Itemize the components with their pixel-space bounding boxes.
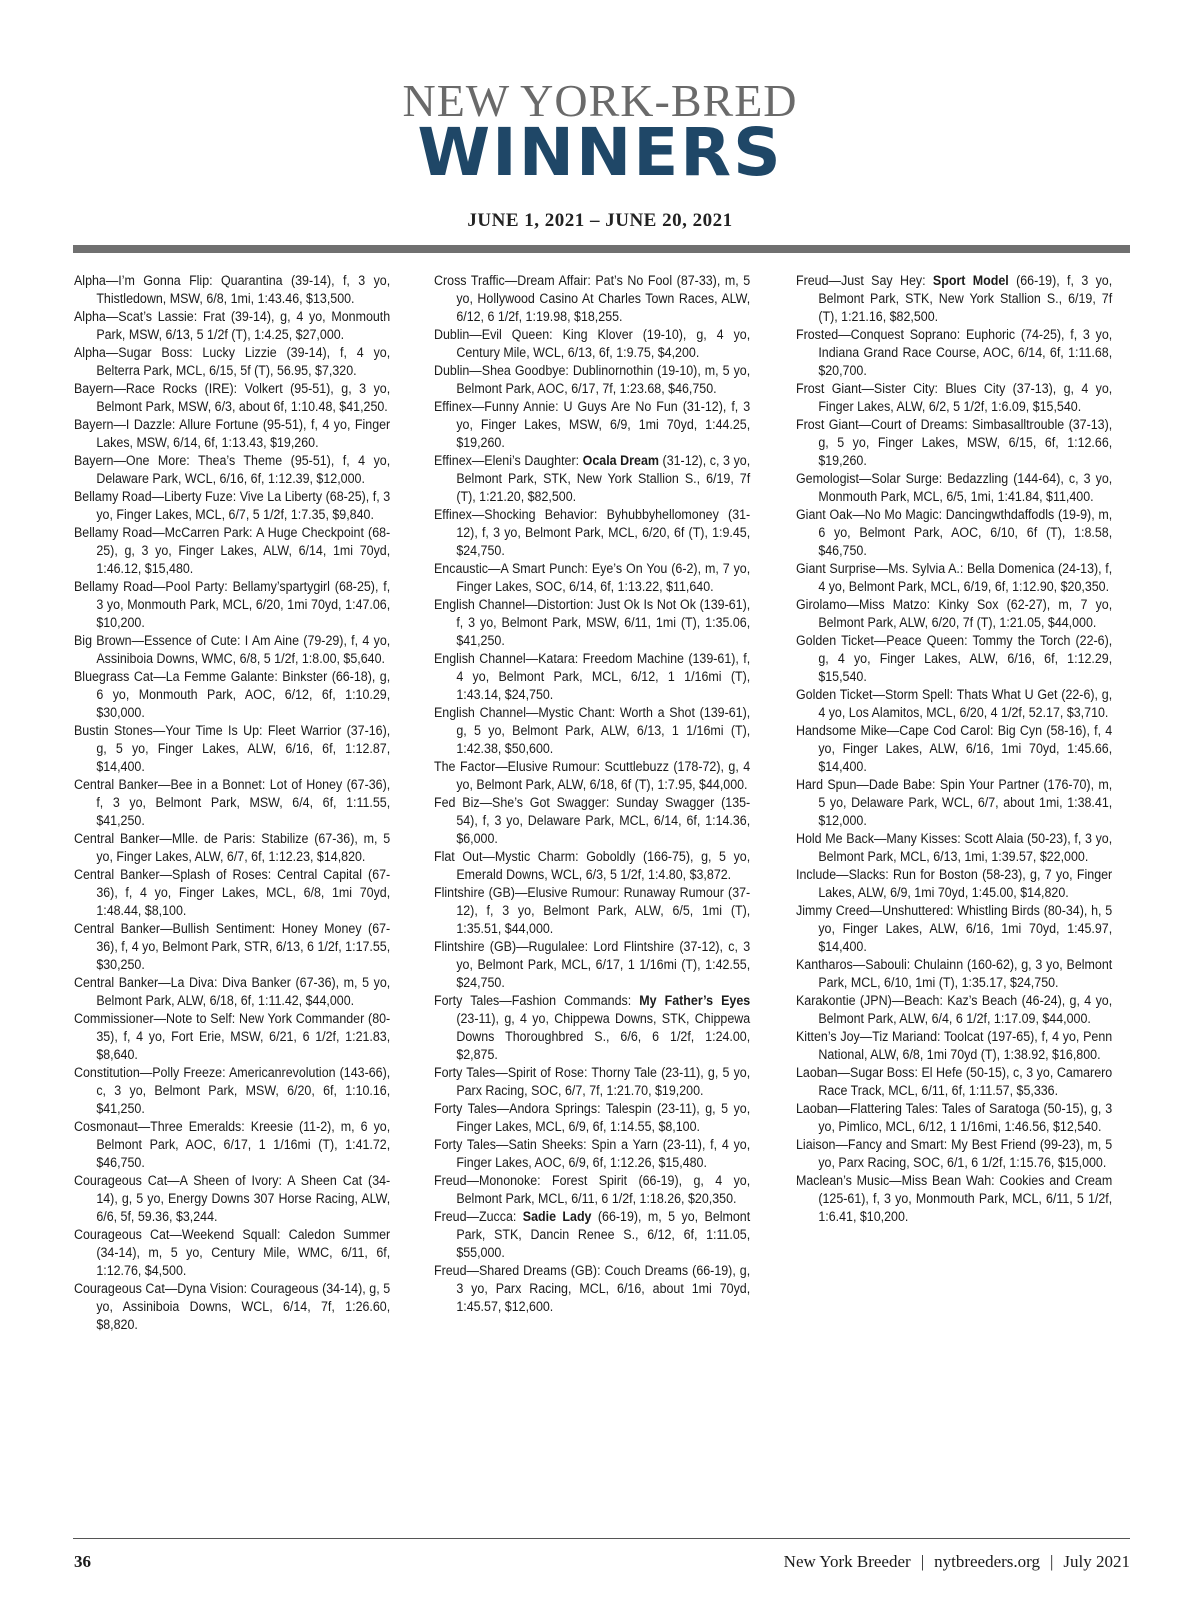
winner-entry: Laoban—Flattering Tales: Tales of Saratoga (50-15), g, 3 yo, Pimlico, MCL, 6/12, 1 1/16mi, 1:46.56, $12,540. bbox=[796, 1101, 1113, 1134]
entry-text: Freud—Just Say Hey: bbox=[796, 273, 933, 288]
winner-entry: Hold Me Back—Many Kisses: Scott Alaia (50-23), f, 3 yo, Belmont Park, MCL, 6/13, 1mi, 1:39.57, $22,000. bbox=[796, 831, 1113, 864]
winner-entry: Flintshire (GB)—Rugulalee: Lord Flintshire (37-12), c, 3 yo, Belmont Park, MCL, 6/17, 1 1/16mi (T), 1:42.55, $24,750. bbox=[434, 939, 751, 990]
winner-entry: Bayern—I Dazzle: Allure Fortune (95-51), f, 4 yo, Finger Lakes, MSW, 6/14, 6f, 1:13.43, $19,260. bbox=[74, 417, 391, 450]
winner-entry: Laoban—Sugar Boss: El Hefe (50-15), c, 3 yo, Camarero Race Track, MCL, 6/11, 6f, 1:11.57, $5,336. bbox=[796, 1065, 1113, 1098]
winner-entry: English Channel—Katara: Freedom Machine (139-61), f, 4 yo, Belmont Park, MCL, 6/12, 1 1/16mi (T), 1:43.14, $24,750. bbox=[434, 651, 751, 702]
winner-entry: Central Banker—Bullish Sentiment: Honey Money (67-36), f, 4 yo, Belmont Park, STR, 6/13, 6 1/2f, 1:17.55, $30,250. bbox=[74, 921, 391, 972]
winner-entry: Bellamy Road—McCarren Park: A Huge Checkpoint (68-25), g, 3 yo, Finger Lakes, ALW, 6/14, 1mi 70yd, 1:46.12, $15,480. bbox=[74, 525, 391, 576]
website-link[interactable]: nytbreeders.org bbox=[934, 1552, 1040, 1571]
winner-entry: Golden Ticket—Peace Queen: Tommy the Torch (22-6), g, 4 yo, Finger Lakes, ALW, 6/16, 6f, 1:12.29, $15,540. bbox=[796, 633, 1113, 684]
winner-entry: Constitution—Polly Freeze: Americanrevolution (143-66), c, 3 yo, Belmont Park, MSW, 6/20, 6f, 1:10.16, $41,250. bbox=[74, 1065, 391, 1116]
winner-entry: Central Banker—Bee in a Bonnet: Lot of Honey (67-36), f, 3 yo, Belmont Park, MSW, 6/4, 6f, 1:11.55, $41,250. bbox=[74, 777, 391, 828]
winner-entry: Golden Ticket—Storm Spell: Thats What U Get (22-6), g, 4 yo, Los Alamitos, MCL, 6/20, 4 1/2f, 52.17, $3,710. bbox=[796, 687, 1113, 720]
winner-entry: English Channel—Distortion: Just Ok Is Not Ok (139-61), f, 3 yo, Belmont Park, MSW, 6/11, 1mi (T), 1:35.06, $41,250. bbox=[434, 597, 751, 648]
entry-text: (31-12), c, 3 yo, Belmont Park, STK, New York Stallion S., 6/19, 7f (T), 1:21.20, $82,500. bbox=[456, 453, 751, 504]
winner-entry: Flat Out—Mystic Charm: Goboldly (166-75), g, 5 yo, Emerald Downs, WCL, 6/3, 5 1/2f, 1:4.80, $3,872. bbox=[434, 849, 751, 882]
winner-entry: Bustin Stones—Your Time Is Up: Fleet Warrior (37-16), g, 5 yo, Finger Lakes, ALW, 6/16, 6f, 1:12.87, $14,400. bbox=[74, 723, 391, 774]
winner-entry: Alpha—I’m Gonna Flip: Quarantina (39-14), f, 3 yo, Thistledown, MSW, 6/8, 1mi, 1:43.46, $13,500. bbox=[74, 273, 391, 306]
winner-entry: Commissioner—Note to Self: New York Commander (80-35), f, 4 yo, Fort Erie, MSW, 6/21, 6 1/2f, 1:21.83, $8,640. bbox=[74, 1011, 391, 1062]
winner-entry: Forty Tales—Satin Sheeks: Spin a Yarn (23-11), f, 4 yo, Finger Lakes, AOC, 6/9, 6f, 1:12.26, $15,480. bbox=[434, 1137, 751, 1170]
winner-entry: Effinex—Shocking Behavior: Byhubbyhellomoney (31-12), f, 3 yo, Belmont Park, MCL, 6/20, 6f (T), 1:9.45, $24,750. bbox=[434, 507, 751, 558]
winner-entry: Freud—Shared Dreams (GB): Couch Dreams (66-19), g, 3 yo, Parx Racing, MCL, 6/16, about 1mi 70yd, 1:45.57, $12,600. bbox=[434, 1263, 751, 1314]
issue-date: July 2021 bbox=[1063, 1552, 1130, 1571]
winner-entry bbox=[434, 1208, 750, 1262]
winner-entry bbox=[796, 272, 1112, 326]
publication-name: New York Breeder bbox=[783, 1552, 911, 1571]
winner-entry: Bayern—One More: Thea’s Theme (95-51), f, 4 yo, Delaware Park, WCL, 6/16, 6f, 1:12.39, $12,000. bbox=[74, 453, 391, 486]
winner-entry: Big Brown—Essence of Cute: I Am Aine (79-29), f, 4 yo, Assiniboia Downs, WMC, 6/8, 5 1/2f, 1:8.00, $5,640. bbox=[74, 633, 391, 666]
winner-entry: Courageous Cat—A Sheen of Ivory: A Sheen Cat (34-14), g, 5 yo, Energy Downs 307 Horse Racing, ALW, 6/6, 5f, 59.36, $3,244. bbox=[74, 1173, 391, 1224]
winner-entry: Cross Traffic—Dream Affair: Pat’s No Fool (87-33), m, 5 yo, Hollywood Casino At Charles Town Races, ALW, 6/12, 6 1/2f, 1:19.98, $18,255. bbox=[434, 273, 751, 324]
winner-entry: Jimmy Creed—Unshuttered: Whistling Birds (80-34), h, 5 yo, Finger Lakes, ALW, 6/16, 1mi 70yd, 1:45.97, $14,400. bbox=[796, 903, 1113, 954]
winner-entry: Gemologist—Solar Surge: Bedazzling (144-64), c, 3 yo, Monmouth Park, MCL, 6/5, 1mi, 1:41.84, $11,400. bbox=[796, 471, 1113, 504]
winner-entry: English Channel—Mystic Chant: Worth a Shot (139-61), g, 5 yo, Belmont Park, ALW, 6/13, 1 1/16mi (T), 1:42.38, $50,600. bbox=[434, 705, 751, 756]
winner-entry: Effinex—Funny Annie: U Guys Are No Fun (31-12), f, 3 yo, Finger Lakes, MSW, 6/9, 1mi 70yd, 1:44.25, $19,260. bbox=[434, 399, 751, 450]
winner-entry: Kitten’s Joy—Tiz Mariand: Toolcat (197-65), f, 4 yo, Penn National, ALW, 6/8, 1mi 70yd (T), 1:38.92, $16,800. bbox=[796, 1029, 1113, 1062]
entry-text: Forty Tales—Fashion Commands: bbox=[434, 993, 640, 1008]
page-number: 36 bbox=[74, 1552, 91, 1571]
winners-column-1 bbox=[74, 272, 390, 1334]
winner-entry: Frost Giant—Sister City: Blues City (37-13), g, 4 yo, Finger Lakes, ALW, 6/2, 5 1/2f, 1:6.09, $15,540. bbox=[796, 381, 1113, 414]
winner-entry: Dublin—Evil Queen: King Klover (19-10), g, 4 yo, Century Mile, WCL, 6/13, 6f, 1:9.75, $4,200. bbox=[434, 327, 751, 360]
winner-entry: Bellamy Road—Pool Party: Bellamy’spartygirl (68-25), f, 3 yo, Monmouth Park, MCL, 6/20, 1mi 70yd, 1:47.06, $10,200. bbox=[74, 579, 391, 630]
entry-text: (66-19), m, 5 yo, Belmont Park, STK, Dancin Renee S., 6/12, 6f, 1:11.05, $55,000. bbox=[456, 1209, 751, 1260]
winner-entry: Giant Oak—No Mo Magic: Dancingwthdaffodls (19-9), m, 6 yo, Belmont Park, AOC, 6/10, 6f (T), 1:8.58, $46,750. bbox=[796, 507, 1113, 558]
footer-divider bbox=[73, 1538, 1130, 1539]
winner-entry: Encaustic—A Smart Punch: Eye’s On You (6-2), m, 7 yo, Finger Lakes, SOC, 6/14, 6f, 1:13.22, $11,640. bbox=[434, 561, 751, 594]
winner-entry: Bluegrass Cat—La Femme Galante: Binkster (66-18), g, 6 yo, Monmouth Park, AOC, 6/12, 6f, 1:10.29, $30,000. bbox=[74, 669, 391, 720]
winner-entry: Frost Giant—Court of Dreams: Simbasalltrouble (37-13), g, 5 yo, Finger Lakes, MSW, 6/15, 6f, 1:12.66, $19,260. bbox=[796, 417, 1113, 468]
winner-entry: Kantharos—Sabouli: Chulainn (160-62), g, 3 yo, Belmont Park, MCL, 6/10, 1mi (T), 1:35.17, $24,750. bbox=[796, 957, 1113, 990]
winner-entry: Karakontie (JPN)—Beach: Kaz’s Beach (46-24), g, 4 yo, Belmont Park, ALW, 6/4, 6 1/2f, 1:17.09, $44,000. bbox=[796, 993, 1113, 1026]
winner-entry: Cosmonaut—Three Emeralds: Kreesie (11-2), m, 6 yo, Belmont Park, AOC, 6/17, 1 1/16mi (T), 1:41.72, $46,750. bbox=[74, 1119, 391, 1170]
winner-entry: Alpha—Sugar Boss: Lucky Lizzie (39-14), f, 4 yo, Belterra Park, MCL, 6/15, 5f (T), 56.95, $7,320. bbox=[74, 345, 391, 378]
winner-entry: Hard Spun—Dade Babe: Spin Your Partner (176-70), m, 5 yo, Delaware Park, WCL, 6/7, about 1mi, 1:38.41, $12,000. bbox=[796, 777, 1113, 828]
winner-entry bbox=[434, 452, 750, 506]
winner-entry: Include—Slacks: Run for Boston (58-23), g, 7 yo, Finger Lakes, ALW, 6/9, 1mi 70yd, 1:45.00, $14,820. bbox=[796, 867, 1113, 900]
winner-entry: Courageous Cat—Weekend Squall: Caledon Summer (34-14), m, 5 yo, Century Mile, WMC, 6/11, 6f, 1:12.76, $4,500. bbox=[74, 1227, 391, 1278]
section-kicker: NEW YORK-BRED bbox=[402, 75, 798, 126]
stakes-winner-name: Ocala Dream bbox=[582, 453, 659, 468]
winner-entry: Central Banker—La Diva: Diva Banker (67-36), m, 5 yo, Belmont Park, ALW, 6/18, 6f, 1:11.42, $44,000. bbox=[74, 975, 391, 1008]
winner-entry: Courageous Cat—Dyna Vision: Courageous (34-14), g, 5 yo, Assiniboia Downs, WCL, 6/14, 7f, 1:26.60, $8,820. bbox=[74, 1281, 391, 1332]
winner-entry: Giant Surprise—Ms. Sylvia A.: Bella Domenica (24-13), f, 4 yo, Belmont Park, MCL, 6/19, 6f, 1:12.90, $20,350. bbox=[796, 561, 1113, 594]
stakes-winner-name: Sport Model bbox=[932, 273, 1009, 288]
winner-entry: Freud—Mononoke: Forest Spirit (66-19), g, 4 yo, Belmont Park, MCL, 6/11, 6 1/2f, 1:18.26, $20,350. bbox=[434, 1173, 751, 1206]
winner-entry: Alpha—Scat’s Lassie: Frat (39-14), g, 4 yo, Monmouth Park, MSW, 6/13, 5 1/2f (T), 1:4.25, $27,000. bbox=[74, 309, 391, 342]
footer-credits bbox=[784, 1552, 1130, 1572]
winner-entry: Maclean’s Music—Miss Bean Wah: Cookies and Cream (125-61), f, 3 yo, Monmouth Park, MCL, 6/11, 5 1/2f, 1:6.41, $10,200. bbox=[796, 1173, 1113, 1224]
date-range: JUNE 1, 2021 – JUNE 20, 2021 bbox=[467, 210, 733, 231]
entry-text: (23-11), g, 4 yo, Chippewa Downs, STK, Chippewa Downs Thoroughbred S., 6/6, 6 1/2f, 1:24.00, $2,875. bbox=[456, 1011, 751, 1062]
footer-separator: | bbox=[1050, 1552, 1054, 1571]
winner-entry: Central Banker—Splash of Roses: Central Capital (67-36), f, 4 yo, Finger Lakes, MCL, 6/8, 1mi 70yd, 1:48.44, $8,100. bbox=[74, 867, 391, 918]
winner-entry: Flintshire (GB)—Elusive Rumour: Runaway Rumour (37-12), f, 3 yo, Belmont Park, ALW, 6/5, 1mi (T), 1:35.51, $44,000. bbox=[434, 885, 751, 936]
winner-entry: Bellamy Road—Liberty Fuze: Vive La Liberty (68-25), f, 3 yo, Finger Lakes, MCL, 6/7, 5 1/2f, 1:7.35, $9,840. bbox=[74, 489, 391, 522]
footer-separator: | bbox=[920, 1552, 925, 1571]
winner-entry: Forty Tales—Spirit of Rose: Thorny Tale (23-11), g, 5 yo, Parx Racing, SOC, 6/7, 7f, 1:21.70, $19,200. bbox=[434, 1065, 751, 1098]
header-divider bbox=[73, 245, 1130, 253]
entry-text: Freud—Zucca: bbox=[434, 1209, 523, 1224]
entry-text: (66-19), f, 3 yo, Belmont Park, STK, New York Stallion S., 6/19, 7f (T), 1:21.16, $82,500. bbox=[818, 273, 1113, 324]
winner-entry: Forty Tales—Andora Springs: Talespin (23-11), g, 5 yo, Finger Lakes, MCL, 6/9, 6f, 1:14.55, $8,100. bbox=[434, 1101, 751, 1134]
winner-entry: Fed Biz—She’s Got Swagger: Sunday Swagger (135-54), f, 3 yo, Delaware Park, MCL, 6/14, 6f, 1:14.36, $6,000. bbox=[434, 795, 751, 846]
winner-entry: Bayern—Race Rocks (IRE): Volkert (95-51), g, 3 yo, Belmont Park, MSW, 6/3, about 6f, 1:10.48, $41,250. bbox=[74, 381, 391, 414]
stakes-winner-name: My Father’s Eyes bbox=[639, 993, 751, 1008]
entry-text: Effinex—Eleni’s Daughter: bbox=[434, 453, 583, 468]
page-title: WINNERS bbox=[417, 114, 783, 191]
winner-entry bbox=[434, 992, 750, 1064]
winner-entry: Girolamo—Miss Matzo: Kinky Sox (62-27), m, 7 yo, Belmont Park, ALW, 6/20, 7f (T), 1:21.05, $44,000. bbox=[796, 597, 1113, 630]
winner-entry: Handsome Mike—Cape Cod Carol: Big Cyn (58-16), f, 4 yo, Finger Lakes, ALW, 6/16, 1mi 70yd, 1:45.66, $14,400. bbox=[796, 723, 1113, 774]
stakes-winner-name: Sadie Lady bbox=[522, 1209, 592, 1224]
winners-column-3 bbox=[796, 272, 1112, 1226]
winner-entry: Frosted—Conquest Soprano: Euphoric (74-25), f, 3 yo, Indiana Grand Race Course, AOC, 6/14, 6f, 1:11.68, $20,700. bbox=[796, 327, 1113, 378]
winner-entry: Central Banker—Mlle. de Paris: Stabilize (67-36), m, 5 yo, Finger Lakes, ALW, 6/7, 6f, 1:12.23, $14,820. bbox=[74, 831, 391, 864]
winners-column-2 bbox=[434, 272, 750, 1316]
winner-entry: The Factor—Elusive Rumour: Scuttlebuzz (178-72), g, 4 yo, Belmont Park, ALW, 6/18, 6f (T), 1:7.95, $44,000. bbox=[434, 759, 751, 792]
winner-entry: Dublin—Shea Goodbye: Dublinornothin (19-10), m, 5 yo, Belmont Park, AOC, 6/17, 7f, 1:23.68, $46,750. bbox=[434, 363, 751, 396]
winner-entry: Liaison—Fancy and Smart: My Best Friend (99-23), m, 5 yo, Parx Racing, SOC, 6/1, 6 1/2f, 1:15.76, $15,000. bbox=[796, 1137, 1113, 1170]
